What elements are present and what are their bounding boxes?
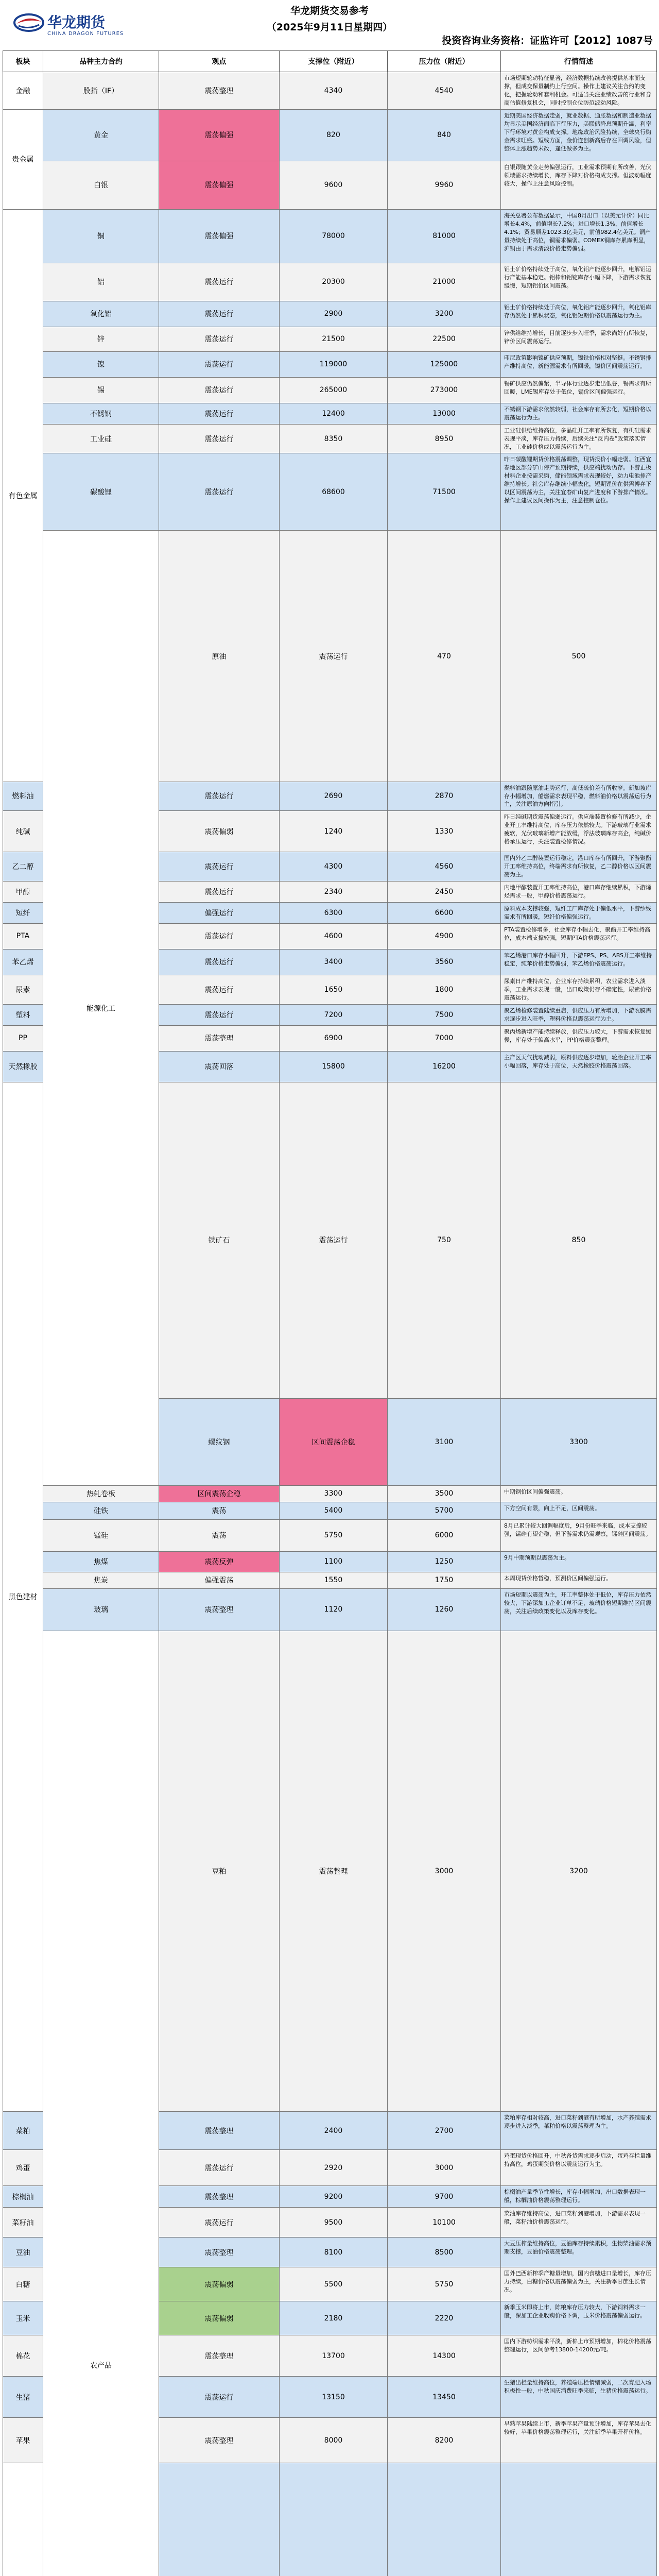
view-cell: 震荡运行 xyxy=(159,351,280,377)
contract-cell: 纯碱 xyxy=(3,811,43,852)
sector-cell: 有色金属 xyxy=(3,209,43,782)
resistance-cell: 3200 xyxy=(501,1631,657,2111)
support-cell: 5400 xyxy=(280,1502,388,1519)
table-body xyxy=(3,72,657,2576)
contract-cell: 热轧卷板 xyxy=(43,1485,159,1502)
support-cell: 13150 xyxy=(280,2377,388,2418)
description-cell: 铝土矿价格持续处于高位，氧化铝产能逐步回升，氧化铝库存仍然处于累积状态，氧化铝短期价格以震荡运行为主。 xyxy=(501,301,657,327)
contract-cell: 菜粕 xyxy=(3,2112,43,2150)
contract-cell: 苯乙烯 xyxy=(3,949,43,975)
col-header-view: 观点 xyxy=(159,51,280,72)
description-cell: 昨日碳酸锂期货价格震荡调整，现货报价小幅走弱。江西宜春地区部分矿山停产预期持续，供应端扰动仍存。下游正极材料企业按需采购，储能领域需求表现较好，动力电池排产维持增长。社会库存继续小幅去化，短期锂价在供需博弈下以区间震荡为主，关注宜春矿山复产进度和下游排产情况。操作上建议区间操作为主，注意控制仓位。 xyxy=(501,453,657,531)
support-cell: 15800 xyxy=(280,1051,388,1082)
contract-cell xyxy=(159,2463,280,2576)
table-row xyxy=(3,1588,657,1631)
contract-cell: 天然橡胶 xyxy=(3,1051,43,1082)
contract-cell: 尿素 xyxy=(3,975,43,1004)
contract-cell: PP xyxy=(3,1025,43,1051)
view-cell: 震荡运行 xyxy=(159,2208,280,2238)
table-row xyxy=(3,377,657,403)
support-cell: 1650 xyxy=(280,975,388,1004)
view-cell: 震荡运行 xyxy=(280,531,388,782)
resistance-cell: 13000 xyxy=(388,403,501,424)
support-cell: 3100 xyxy=(388,1399,501,1485)
view-cell: 震荡 xyxy=(159,1519,280,1551)
description-cell: 原料成本支撑较强，短纤工厂库存处于偏低水平，下游纱线需求有所回暖，短纤价格偏强运行。 xyxy=(501,903,657,924)
resistance-cell: 81000 xyxy=(388,209,501,263)
contract-cell: 燃料油 xyxy=(3,782,43,811)
view-cell: 震荡运行 xyxy=(159,949,280,975)
view-cell: 震荡运行 xyxy=(159,923,280,949)
table-row xyxy=(3,327,657,351)
sector-cell: 能源化工 xyxy=(43,531,159,1485)
view-cell: 震荡运行 xyxy=(280,1082,388,1399)
resistance-cell: 3000 xyxy=(388,2150,501,2186)
support-cell: 2340 xyxy=(280,882,388,903)
view-cell xyxy=(280,2463,388,2576)
support-cell: 3000 xyxy=(388,1631,501,2111)
support-cell: 2400 xyxy=(280,2112,388,2150)
resistance-cell: 1250 xyxy=(388,1551,501,1572)
description-cell: 苯乙烯港口库存小幅回升，下游EPS、PS、ABS开工率维持稳定，纯苯价格走势偏弱，苯乙烯价格震荡运行。 xyxy=(501,949,657,975)
resistance-cell: 500 xyxy=(501,531,657,782)
contract-cell: 乙二醇 xyxy=(3,852,43,882)
contract-cell: 焦煤 xyxy=(43,1551,159,1572)
resistance-cell: 10100 xyxy=(388,2208,501,2238)
resistance-cell: 16200 xyxy=(388,1051,501,1082)
table-row xyxy=(3,424,657,453)
resistance-cell: 1750 xyxy=(388,1572,501,1588)
description-cell: 国外巴西新榨季产糖量增加，国内食糖进口量增长，库存压力持续，白糖价格以震荡偏弱为主，关注新季甘蔗生长情况。 xyxy=(501,2267,657,2301)
support-cell: 6300 xyxy=(280,903,388,924)
support-cell: 13700 xyxy=(280,2335,388,2377)
support-cell: 20300 xyxy=(280,263,388,301)
description-cell: 印尼政策影响镍矿供应预期，镍铁价格相对坚挺。不锈钢排产维持高位，新能源需求有所回暖，镍价区间震荡运行。 xyxy=(501,351,657,377)
description-cell: 市场短期轮动特征显著，经济数据持续改善提供基本面支撑，但成交保量制约上行空间。操作上建议关注合约的变化，把握轮动和套利机会。可适当关注业绩改善的行业和券商估值修复机会，同时控制仓位防范波动风险。 xyxy=(501,72,657,110)
view-cell: 震荡整理 xyxy=(280,1631,388,2111)
page-title: 华龙期货交易参考 xyxy=(0,3,659,17)
contract-cell: 玉米 xyxy=(3,2301,43,2335)
contract-cell: 不锈钢 xyxy=(43,403,159,424)
resistance-cell xyxy=(501,2463,657,2576)
view-cell: 震荡运行 xyxy=(159,882,280,903)
description-cell: 生猪出栏量维持高位，养殖端压栏情绪减弱，二次育肥入场积极性一般，中秋国庆消费旺季来临，生猪价格震荡运行。 xyxy=(501,2377,657,2418)
support-cell: 5500 xyxy=(280,2267,388,2301)
resistance-cell: 273000 xyxy=(388,377,501,403)
sector-cell xyxy=(3,2463,43,2576)
support-cell: 1550 xyxy=(280,1572,388,1588)
support-cell: 2690 xyxy=(280,782,388,811)
table-row xyxy=(3,109,657,161)
view-cell: 偏强运行 xyxy=(159,903,280,924)
description-cell: 海关总署公布数据显示，中国8月出口（以美元计价）同比增长4.4%，前值增长7.2%；进口增长1.3%，前值增长4.1%；贸易顺差1023.3亿美元，前值982.4亿美元。铜产量持续处于高位，铜需求偏弱。COMEX铜库存累库明显，沪铜由于需求清淡价格走势偏弱。 xyxy=(501,209,657,263)
table-row xyxy=(3,453,657,531)
view-cell: 震荡整理 xyxy=(159,2112,280,2150)
view-cell: 震荡 xyxy=(159,1502,280,1519)
table-row xyxy=(3,403,657,424)
contract-cell: 苹果 xyxy=(3,2418,43,2463)
table-row xyxy=(3,531,657,782)
support-cell: 5750 xyxy=(280,1519,388,1551)
resistance-cell: 14300 xyxy=(388,2335,501,2377)
support-cell: 1120 xyxy=(280,1588,388,1631)
view-cell: 震荡运行 xyxy=(159,403,280,424)
table-row xyxy=(3,263,657,301)
resistance-cell: 71500 xyxy=(388,453,501,531)
view-cell: 震荡回落 xyxy=(159,1051,280,1082)
description-cell: 菜油库存维持高位，进口菜籽到港增加，下游需求表现一般，菜籽油价格震荡运行。 xyxy=(501,2208,657,2238)
view-cell: 震荡运行 xyxy=(159,975,280,1004)
view-cell: 震荡偏弱 xyxy=(159,811,280,852)
contract-cell: 氧化铝 xyxy=(43,301,159,327)
view-cell: 震荡运行 xyxy=(159,377,280,403)
description-cell: 国内外乙二醇装置运行稳定，港口库存有所回升，下游聚酯开工率维持高位，终端需求有所恢复，乙二醇价格以区间震荡为主。 xyxy=(501,852,657,882)
support-cell: 6900 xyxy=(280,1025,388,1051)
support-cell: 12400 xyxy=(280,403,388,424)
contract-cell: 豆粕 xyxy=(159,1631,280,2111)
table-row xyxy=(3,1631,657,2111)
page-header xyxy=(0,0,659,50)
support-cell: 3300 xyxy=(280,1485,388,1502)
description-cell: 聚乙烯检修装置陆续重启，供应压力有所增加，下游农膜需求逐步进入旺季，塑料价格以震荡运行为主。 xyxy=(501,1004,657,1025)
table-row xyxy=(3,1551,657,1572)
description-cell: 菜粕库存相对较高，进口菜籽到港有所增加，水产养殖需求逐步进入淡季，菜粕价格以震荡整理为主。 xyxy=(501,2112,657,2150)
description-cell: 铝土矿价格持续处于高位，氧化铝产能逐步回升，电解铝运行产能基本稳定。铝棒和铝锭库存小幅下降，下游需求恢复缓慢，短期铝价区间震荡。 xyxy=(501,263,657,301)
contract-cell: 棕榈油 xyxy=(3,2186,43,2208)
resistance-cell: 4900 xyxy=(388,923,501,949)
description-cell: 棕榈油产量季节性增长，库存小幅增加，出口数据表现一般，棕榈油价格震荡整理运行。 xyxy=(501,2186,657,2208)
col-header-resistance: 压力位（附近） xyxy=(388,51,501,72)
resistance-cell: 2700 xyxy=(388,2112,501,2150)
support-cell: 2180 xyxy=(280,2301,388,2335)
view-cell: 震荡整理 xyxy=(159,2418,280,2463)
description-cell: 早熟苹果陆续上市，新季苹果产量预计增加，库存苹果去化较好，苹果价格震荡整理运行，关注新季苹果开秤价格。 xyxy=(501,2418,657,2463)
resistance-cell: 8500 xyxy=(388,2238,501,2267)
support-cell: 8000 xyxy=(280,2418,388,2463)
contract-cell: 鸡蛋 xyxy=(3,2150,43,2186)
col-header-description: 行情简述 xyxy=(501,51,657,72)
description-cell: 8月已累计较大回调幅度后，9月份旺季来临，成本支撑较强，锰硅有望企稳，但下游需求仍需观察，锰硅区间震荡。 xyxy=(501,1519,657,1551)
description-cell: 燃料油跟随原油走势运行，高低硫价差有所收窄。新加坡库存小幅增加，船燃需求表现平稳，燃料油价格以震荡运行为主，关注原油方向指引。 xyxy=(501,782,657,811)
description-cell: 昨日纯碱期货震荡偏弱运行。供应端装置检修有所减少，企业开工率维持高位，库存压力依然较大。下游玻璃行业需求疲软，光伏玻璃新增产能放缓，浮法玻璃库存高企，纯碱价格承压运行，关注装置检修情况。 xyxy=(501,811,657,852)
support-cell: 4300 xyxy=(280,852,388,882)
support-cell: 750 xyxy=(388,1082,501,1399)
contract-cell: 工业硅 xyxy=(43,424,159,453)
resistance-cell: 9700 xyxy=(388,2186,501,2208)
view-cell: 震荡运行 xyxy=(159,2150,280,2186)
col-header-sector: 板块 xyxy=(3,51,43,72)
contract-cell: 甲醇 xyxy=(3,882,43,903)
table-row xyxy=(3,1572,657,1588)
view-cell: 震荡整理 xyxy=(159,72,280,110)
support-cell: 1240 xyxy=(280,811,388,852)
sector-cell: 金融 xyxy=(3,72,43,110)
resistance-cell: 8200 xyxy=(388,2418,501,2463)
contract-cell: PTA xyxy=(3,923,43,949)
description-cell: 9月中期预期以震荡为主。 xyxy=(501,1551,657,1572)
contract-cell: 短纤 xyxy=(3,903,43,924)
view-cell: 震荡偏弱 xyxy=(159,2301,280,2335)
view-cell: 震荡运行 xyxy=(159,263,280,301)
view-cell: 震荡运行 xyxy=(159,424,280,453)
contract-cell: 硅铁 xyxy=(43,1502,159,1519)
resistance-cell: 5700 xyxy=(388,1502,501,1519)
support-cell: 2920 xyxy=(280,2150,388,2186)
support-cell: 4340 xyxy=(280,72,388,110)
contract-cell: 生猪 xyxy=(3,2377,43,2418)
description-cell: PTA装置检修增多，社会库存小幅去化，聚酯开工率维持高位，成本端支撑较强，短期PTA价格震荡运行。 xyxy=(501,923,657,949)
resistance-cell: 4560 xyxy=(388,852,501,882)
view-cell: 震荡偏强 xyxy=(159,209,280,263)
view-cell: 震荡运行 xyxy=(159,2377,280,2418)
resistance-cell: 1330 xyxy=(388,811,501,852)
description-cell: 下方空间有限，向上不足，区间震荡。 xyxy=(501,1502,657,1519)
view-cell: 震荡整理 xyxy=(159,1588,280,1631)
resistance-cell: 2870 xyxy=(388,782,501,811)
logo-text-cn: 华龙期货 xyxy=(47,11,105,32)
view-cell: 震荡整理 xyxy=(159,2335,280,2377)
view-cell: 震荡运行 xyxy=(159,327,280,351)
view-cell: 震荡运行 xyxy=(159,1004,280,1025)
description-cell: 中期钢价区间偏强震荡。 xyxy=(501,1485,657,1502)
contract-cell: 白银 xyxy=(43,161,159,209)
table-header-row xyxy=(3,51,657,72)
contract-cell: 焦炭 xyxy=(43,1572,159,1588)
view-cell: 震荡偏弱 xyxy=(159,2267,280,2301)
contract-cell: 菜籽油 xyxy=(3,2208,43,2238)
resistance-cell: 22500 xyxy=(388,327,501,351)
view-cell: 震荡反弹 xyxy=(159,1551,280,1572)
view-cell: 震荡运行 xyxy=(159,782,280,811)
table-row xyxy=(3,1502,657,1519)
description-cell: 新季玉米即将上市，陈粮库存压力较大，下游饲料需求一般，深加工企业收购价格下调，玉米价格震荡偏弱运行。 xyxy=(501,2301,657,2335)
contract-cell: 白糖 xyxy=(3,2267,43,2301)
resistance-cell: 4540 xyxy=(388,72,501,110)
view-cell: 震荡偏强 xyxy=(159,161,280,209)
support-cell: 9200 xyxy=(280,2186,388,2208)
resistance-cell: 3500 xyxy=(388,1485,501,1502)
resistance-cell: 8950 xyxy=(388,424,501,453)
description-cell: 尿素日产维持高位，企业库存持续累积，农业需求进入淡季，工业需求表现一般，出口政策仍存不确定性，尿素价格震荡运行。 xyxy=(501,975,657,1004)
view-cell: 震荡运行 xyxy=(159,301,280,327)
contract-cell: 铁矿石 xyxy=(159,1082,280,1399)
support-cell: 8100 xyxy=(280,2238,388,2267)
table-row xyxy=(3,1519,657,1551)
table-row xyxy=(3,351,657,377)
view-cell: 震荡运行 xyxy=(159,852,280,882)
resistance-cell: 2450 xyxy=(388,882,501,903)
support-cell: 68600 xyxy=(280,453,388,531)
view-cell: 区间震荡企稳 xyxy=(280,1399,388,1485)
table-row xyxy=(3,301,657,327)
description-cell: 国内下游纺织需求平淡，新棉上市预期增加，棉花价格震荡整理运行，区间参考13800-14200元/吨。 xyxy=(501,2335,657,2377)
resistance-cell: 3200 xyxy=(388,301,501,327)
contract-cell: 螺纹钢 xyxy=(159,1399,280,1485)
description-cell: 本周现货价格暂稳，预测价区间偏强运行。 xyxy=(501,1572,657,1588)
support-cell: 21500 xyxy=(280,327,388,351)
contract-cell: 黄金 xyxy=(43,109,159,161)
view-cell: 偏强震荡 xyxy=(159,1572,280,1588)
support-cell: 4600 xyxy=(280,923,388,949)
page-date: （2025年9月11日星期四） xyxy=(0,20,659,33)
resistance-cell: 9960 xyxy=(388,161,501,209)
support-cell: 265000 xyxy=(280,377,388,403)
support-cell: 2900 xyxy=(280,301,388,327)
description-cell: 不锈钢下游需求依然较弱，社会库存有所去化，短期价格以震荡运行为主。 xyxy=(501,403,657,424)
description-cell: 近期美国经济数据走弱，就业数据、通胀数据和制造业数据均显示美国经济面临下行压力，美联储降息预期升温，利率下行环境对黄金构成支撑。地缘政治风险持续，全球央行购金需求旺盛。短线方面，金价连创新高后存在回调风险，但整体上涨趋势未改，逢低做多为主。 xyxy=(501,109,657,161)
description-cell: 内地甲醇装置开工率维持高位，港口库存继续累积，下游烯烃需求一般，甲醇价格震荡运行。 xyxy=(501,882,657,903)
resistance-cell: 1260 xyxy=(388,1588,501,1631)
view-cell: 震荡整理 xyxy=(159,1025,280,1051)
description-cell: 大豆压榨量维持高位，豆油库存持续累积，生物柴油需求预期支撑，豆油价格震荡整理。 xyxy=(501,2238,657,2267)
contract-cell: 镍 xyxy=(43,351,159,377)
trade-reference-table xyxy=(3,50,657,2576)
contract-cell: 铝 xyxy=(43,263,159,301)
resistance-cell: 1800 xyxy=(388,975,501,1004)
description-cell: 锌供给维持增长，目前逐步步入旺季，需求尚好有所恢复，锌价区间震荡运行。 xyxy=(501,327,657,351)
contract-cell: 原油 xyxy=(159,531,280,782)
support-cell: 9500 xyxy=(280,2208,388,2238)
resistance-cell: 6000 xyxy=(388,1519,501,1551)
contract-cell: 锰硅 xyxy=(43,1519,159,1551)
col-header-contract: 品种主力合约 xyxy=(43,51,159,72)
contract-cell: 锡 xyxy=(43,377,159,403)
sector-cell: 贵金属 xyxy=(3,109,43,209)
sector-cell: 农产品 xyxy=(43,1631,159,2576)
view-cell: 震荡整理 xyxy=(159,2186,280,2208)
license-info: 投资咨询业务资格：证监许可【2012】1087号 xyxy=(442,33,653,47)
resistance-cell: 3300 xyxy=(501,1399,657,1485)
table-row xyxy=(3,72,657,110)
resistance-cell: 21000 xyxy=(388,263,501,301)
resistance-cell: 2220 xyxy=(388,2301,501,2335)
support-cell: 78000 xyxy=(280,209,388,263)
view-cell: 震荡整理 xyxy=(159,2238,280,2267)
contract-cell: 棉花 xyxy=(3,2335,43,2377)
resistance-cell: 5750 xyxy=(388,2267,501,2301)
support-cell: 820 xyxy=(280,109,388,161)
description-cell: 鸡蛋现货价格回升，中秋备货需求逐步启动，蛋鸡存栏量维持高位，鸡蛋期货价格以震荡运行为主。 xyxy=(501,2150,657,2186)
view-cell: 区间震荡企稳 xyxy=(159,1485,280,1502)
description-cell: 主产区天气扰动减弱，原料供应逐步增加，轮胎企业开工率小幅回落，库存处于高位，天然橡胶价格震荡回落。 xyxy=(501,1051,657,1082)
contract-cell: 锌 xyxy=(43,327,159,351)
contract-cell: 股指（IF） xyxy=(43,72,159,110)
resistance-cell: 840 xyxy=(388,109,501,161)
description-cell: 工业硅供给维持高位，多晶硅开工率有所恢复，有机硅需求表现平淡，库存压力持续，后续关注“反内卷”政策落实情况，工业硅价格或以震荡运行为主。 xyxy=(501,424,657,453)
table-row xyxy=(3,1485,657,1502)
support-cell: 3400 xyxy=(280,949,388,975)
view-cell: 震荡运行 xyxy=(159,453,280,531)
resistance-cell: 13450 xyxy=(388,2377,501,2418)
resistance-cell: 7000 xyxy=(388,1025,501,1051)
contract-cell: 豆油 xyxy=(3,2238,43,2267)
support-cell: 7200 xyxy=(280,1004,388,1025)
resistance-cell: 6600 xyxy=(388,903,501,924)
resistance-cell: 850 xyxy=(501,1082,657,1399)
description-cell: 锡矿供应仍然偏紧，半导体行业逐步走出低谷，锡需求有所回暖，LME锡库存处于低位，锡价区间偏强运行。 xyxy=(501,377,657,403)
logo-text-en: CHINA DRAGON FUTURES xyxy=(47,31,124,37)
contract-cell: 玻璃 xyxy=(43,1588,159,1631)
sector-cell: 黑色建材 xyxy=(3,1082,43,2111)
table-row xyxy=(3,209,657,263)
description-cell: 白银跟随黄金走势偏强运行，工业需求预期有所改善，光伏领域需求持续增长，库存下降对价格构成支撑。但波动幅度较大，操作上注意风险控制。 xyxy=(501,161,657,209)
contract-cell: 铜 xyxy=(43,209,159,263)
table-row xyxy=(3,161,657,209)
description-cell: 市场短期以震荡为主，开工率整体处于低位，库存压力依然较大，下游深加工企业订单不足，玻璃价格短期维持区间震荡，关注后续政策变化以及库存变化。 xyxy=(501,1588,657,1631)
support-cell: 8350 xyxy=(280,424,388,453)
view-cell: 震荡偏强 xyxy=(159,109,280,161)
support-cell: 119000 xyxy=(280,351,388,377)
description-cell: 聚丙烯新增产能持续释放，供应压力较大，下游需求恢复缓慢，库存处于偏高水平，PP价格震荡整理。 xyxy=(501,1025,657,1051)
support-cell: 470 xyxy=(388,531,501,782)
resistance-cell: 3560 xyxy=(388,949,501,975)
support-cell: 1100 xyxy=(280,1551,388,1572)
support-cell xyxy=(388,2463,501,2576)
contract-cell: 塑料 xyxy=(3,1004,43,1025)
support-cell: 9600 xyxy=(280,161,388,209)
col-header-support: 支撑位（附近） xyxy=(280,51,388,72)
resistance-cell: 125000 xyxy=(388,351,501,377)
contract-cell: 碳酸锂 xyxy=(43,453,159,531)
resistance-cell: 7500 xyxy=(388,1004,501,1025)
